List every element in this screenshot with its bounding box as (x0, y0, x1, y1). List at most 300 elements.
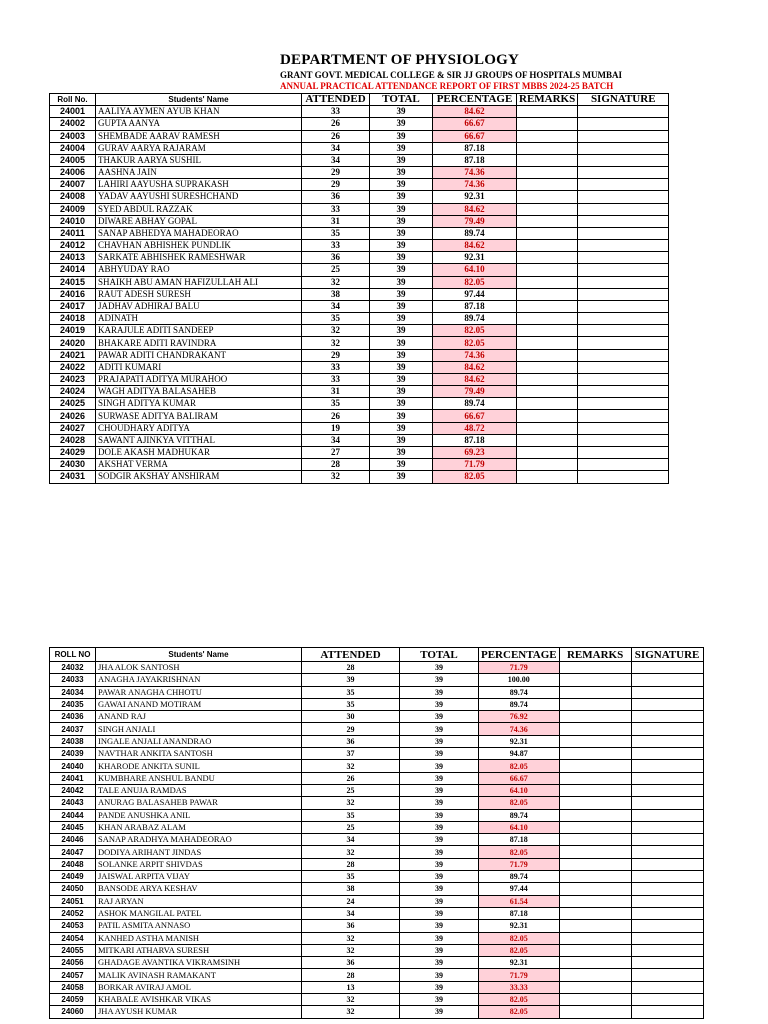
signature-cell (578, 386, 669, 398)
signature-cell (578, 288, 669, 300)
signature-cell (631, 711, 703, 723)
student-name-cell: GHADAGE AVANTIKA VIKRAMSINH (96, 957, 302, 969)
student-name-cell: KHARODE ANKITA SUNIL (96, 760, 302, 772)
roll-no-cell: 24022 (50, 361, 96, 373)
roll-no-cell: 24031 (50, 471, 96, 483)
remarks-cell (517, 410, 578, 422)
roll-no-cell: 24015 (50, 276, 96, 288)
roll-no-cell: 24002 (50, 118, 96, 130)
total-cell: 39 (400, 735, 479, 747)
table-row (50, 142, 669, 154)
signature-cell (578, 179, 669, 191)
signature-cell (631, 895, 703, 907)
percentage-cell: 89.74 (433, 313, 517, 325)
student-name-cell: SODGIR AKSHAY ANSHIRAM (96, 471, 302, 483)
student-name-cell: BANSODE ARYA KESHAV (96, 883, 302, 895)
roll-no-cell: 24039 (50, 748, 96, 760)
table-row (50, 674, 704, 686)
percentage-cell: 100.00 (479, 674, 560, 686)
table-row (50, 895, 704, 907)
percentage-cell: 97.44 (433, 288, 517, 300)
remarks-cell (559, 1006, 631, 1018)
attendance-table-1 (49, 93, 669, 484)
college-name: GRANT GOVT. MEDICAL COLLEGE & SIR JJ GROUPS OF HOSPITALS MUMBAI (280, 70, 622, 80)
table-header-row (50, 648, 704, 662)
percentage-cell: 89.74 (479, 809, 560, 821)
total-cell: 39 (400, 698, 479, 710)
remarks-cell (517, 325, 578, 337)
total-cell: 39 (370, 142, 433, 154)
table-2-body (50, 662, 704, 1019)
roll-no-cell: 24060 (50, 1006, 96, 1018)
total-cell: 39 (400, 907, 479, 919)
total-cell: 39 (400, 994, 479, 1006)
student-name-cell: GURAV AARYA RAJARAM (96, 142, 302, 154)
attended-cell: 37 (302, 748, 400, 760)
signature-cell (578, 337, 669, 349)
roll-no-cell: 24046 (50, 834, 96, 846)
remarks-cell (517, 459, 578, 471)
attended-cell: 32 (302, 760, 400, 772)
table-row (50, 809, 704, 821)
student-name-cell: WAGH ADITYA BALASAHEB (96, 386, 302, 398)
student-name-cell: ADINATH (96, 313, 302, 325)
total-cell: 39 (400, 920, 479, 932)
signature-cell (578, 398, 669, 410)
attended-cell: 36 (302, 920, 400, 932)
attended-cell: 31 (302, 215, 370, 227)
signature-cell (578, 106, 669, 118)
col-header-total: TOTAL (400, 648, 479, 662)
col-header-signature: SIGNATURE (578, 94, 669, 106)
remarks-cell (517, 227, 578, 239)
roll-no-cell: 24034 (50, 686, 96, 698)
remarks-cell (559, 821, 631, 833)
student-name-cell: CHOUDHARY ADITYA (96, 422, 302, 434)
roll-no-cell: 24051 (50, 895, 96, 907)
student-name-cell: KARAJULE ADITI SANDEEP (96, 325, 302, 337)
attended-cell: 28 (302, 969, 400, 981)
remarks-cell (559, 711, 631, 723)
student-name-cell: RAJ ARYAN (96, 895, 302, 907)
total-cell: 39 (400, 944, 479, 956)
remarks-cell (517, 203, 578, 215)
total-cell: 39 (370, 349, 433, 361)
student-name-cell: ANAND RAJ (96, 711, 302, 723)
attended-cell: 35 (302, 871, 400, 883)
roll-no-cell: 24026 (50, 410, 96, 422)
roll-no-cell: 24045 (50, 821, 96, 833)
signature-cell (631, 969, 703, 981)
total-cell: 39 (370, 459, 433, 471)
percentage-cell: 71.79 (433, 459, 517, 471)
percentage-cell: 84.62 (433, 203, 517, 215)
table-row (50, 471, 669, 483)
signature-cell (578, 373, 669, 385)
percentage-cell: 61.54 (479, 895, 560, 907)
attended-cell: 28 (302, 662, 400, 674)
student-name-cell: GUPTA AANYA (96, 118, 302, 130)
remarks-cell (517, 398, 578, 410)
total-cell: 39 (400, 784, 479, 796)
remarks-cell (559, 846, 631, 858)
roll-no-cell: 24053 (50, 920, 96, 932)
percentage-cell: 92.31 (479, 920, 560, 932)
student-name-cell: PATIL ASMITA ANNASO (96, 920, 302, 932)
percentage-cell: 64.10 (433, 264, 517, 276)
percentage-cell: 84.62 (433, 240, 517, 252)
student-name-cell: AASHNA JAIN (96, 167, 302, 179)
attended-cell: 32 (302, 471, 370, 483)
table-row (50, 698, 704, 710)
signature-cell (631, 821, 703, 833)
percentage-cell: 82.05 (479, 846, 560, 858)
total-cell: 39 (400, 858, 479, 870)
table-row (50, 410, 669, 422)
col-header-attended: ATTENDED (302, 648, 400, 662)
remarks-cell (517, 240, 578, 252)
student-name-cell: ANAGHA JAYAKRISHNAN (96, 674, 302, 686)
table-row (50, 981, 704, 993)
remarks-cell (517, 337, 578, 349)
roll-no-cell: 24014 (50, 264, 96, 276)
signature-cell (631, 674, 703, 686)
student-name-cell: BORKAR AVIRAJ AMOL (96, 981, 302, 993)
attended-cell: 26 (302, 130, 370, 142)
roll-no-cell: 24020 (50, 337, 96, 349)
table-row (50, 760, 704, 772)
report-title: ANNUAL PRACTICAL ATTENDANCE REPORT OF FIRST MBBS 2024-25 BATCH (280, 81, 614, 91)
signature-cell (578, 167, 669, 179)
percentage-cell: 82.05 (479, 944, 560, 956)
attended-cell: 25 (302, 784, 400, 796)
student-name-cell: SARKATE ABHISHEK RAMESHWAR (96, 252, 302, 264)
percentage-cell: 48.72 (433, 422, 517, 434)
student-name-cell: CHAVHAN ABHISHEK PUNDLIK (96, 240, 302, 252)
student-name-cell: SANAP ABHEDYA MAHADEORAO (96, 227, 302, 239)
percentage-cell: 97.44 (479, 883, 560, 895)
percentage-cell: 69.23 (433, 446, 517, 458)
attended-cell: 25 (302, 821, 400, 833)
total-cell: 39 (370, 264, 433, 276)
signature-cell (631, 784, 703, 796)
total-cell: 39 (370, 191, 433, 203)
attended-cell: 29 (302, 723, 400, 735)
attended-cell: 32 (302, 1006, 400, 1018)
roll-no-cell: 24018 (50, 313, 96, 325)
student-name-cell: ADITI KUMARI (96, 361, 302, 373)
roll-no-cell: 24033 (50, 674, 96, 686)
remarks-cell (559, 969, 631, 981)
percentage-cell: 87.18 (433, 300, 517, 312)
attended-cell: 35 (302, 686, 400, 698)
percentage-cell: 66.67 (433, 410, 517, 422)
roll-no-cell: 24007 (50, 179, 96, 191)
table-row (50, 711, 704, 723)
student-name-cell: PAWAR ANAGHA CHHOTU (96, 686, 302, 698)
total-cell: 39 (370, 446, 433, 458)
roll-no-cell: 24001 (50, 106, 96, 118)
remarks-cell (559, 698, 631, 710)
roll-no-cell: 24059 (50, 994, 96, 1006)
total-cell: 39 (400, 1006, 479, 1018)
roll-no-cell: 24024 (50, 386, 96, 398)
roll-no-cell: 24021 (50, 349, 96, 361)
remarks-cell (559, 883, 631, 895)
roll-no-cell: 24044 (50, 809, 96, 821)
student-name-cell: INGALE ANJALI ANANDRAO (96, 735, 302, 747)
roll-no-cell: 24006 (50, 167, 96, 179)
attended-cell: 19 (302, 422, 370, 434)
roll-no-cell: 24049 (50, 871, 96, 883)
total-cell: 39 (370, 434, 433, 446)
percentage-cell: 92.31 (479, 957, 560, 969)
student-name-cell: THAKUR AARYA SUSHIL (96, 154, 302, 166)
total-cell: 39 (370, 118, 433, 130)
total-cell: 39 (400, 662, 479, 674)
roll-no-cell: 24040 (50, 760, 96, 772)
remarks-cell (559, 932, 631, 944)
total-cell: 39 (370, 276, 433, 288)
signature-cell (631, 981, 703, 993)
attended-cell: 34 (302, 300, 370, 312)
signature-cell (578, 215, 669, 227)
attended-cell: 27 (302, 446, 370, 458)
signature-cell (631, 907, 703, 919)
roll-no-cell: 24058 (50, 981, 96, 993)
table-header-row (50, 94, 669, 106)
remarks-cell (559, 957, 631, 969)
percentage-cell: 74.36 (433, 349, 517, 361)
total-cell: 39 (370, 252, 433, 264)
signature-cell (578, 227, 669, 239)
total-cell: 39 (400, 957, 479, 969)
table-row (50, 772, 704, 784)
student-name-cell: AKSHAT VERMA (96, 459, 302, 471)
student-name-cell: KHABALE AVISHKAR VIKAS (96, 994, 302, 1006)
percentage-cell: 89.74 (433, 227, 517, 239)
roll-no-cell: 24029 (50, 446, 96, 458)
attended-cell: 33 (302, 361, 370, 373)
student-name-cell: JAISWAL ARPITA VIJAY (96, 871, 302, 883)
total-cell: 39 (370, 203, 433, 215)
col-header-total: TOTAL (370, 94, 433, 106)
table-row (50, 686, 704, 698)
signature-cell (578, 313, 669, 325)
roll-no-cell: 24005 (50, 154, 96, 166)
attended-cell: 35 (302, 809, 400, 821)
col-header-remarks: REMARKS (559, 648, 631, 662)
remarks-cell (517, 446, 578, 458)
col-header-name: Students' Name (96, 94, 302, 106)
table-row (50, 203, 669, 215)
signature-cell (578, 434, 669, 446)
remarks-cell (517, 434, 578, 446)
total-cell: 39 (370, 167, 433, 179)
remarks-cell (517, 422, 578, 434)
remarks-cell (517, 167, 578, 179)
student-name-cell: SAWANT AJINKYA VITTHAL (96, 434, 302, 446)
attended-cell: 33 (302, 240, 370, 252)
percentage-cell: 82.05 (479, 797, 560, 809)
attended-cell: 34 (302, 154, 370, 166)
total-cell: 39 (370, 471, 433, 483)
roll-no-cell: 24041 (50, 772, 96, 784)
roll-no-cell: 24042 (50, 784, 96, 796)
percentage-cell: 87.18 (479, 834, 560, 846)
total-cell: 39 (370, 215, 433, 227)
table-row (50, 252, 669, 264)
table-row (50, 130, 669, 142)
signature-cell (631, 809, 703, 821)
total-cell: 39 (400, 748, 479, 760)
total-cell: 39 (370, 337, 433, 349)
attended-cell: 26 (302, 118, 370, 130)
total-cell: 39 (370, 325, 433, 337)
attended-cell: 32 (302, 994, 400, 1006)
student-name-cell: KUMBHARE ANSHUL BANDU (96, 772, 302, 784)
remarks-cell (517, 288, 578, 300)
student-name-cell: ANURAG BALASAHEB PAWAR (96, 797, 302, 809)
percentage-cell: 82.05 (479, 932, 560, 944)
signature-cell (578, 154, 669, 166)
percentage-cell: 74.36 (479, 723, 560, 735)
roll-no-cell: 24017 (50, 300, 96, 312)
student-name-cell: PRAJAPATI ADITYA MURAHOO (96, 373, 302, 385)
table-row (50, 373, 669, 385)
roll-no-cell: 24023 (50, 373, 96, 385)
signature-cell (578, 191, 669, 203)
remarks-cell (559, 735, 631, 747)
attended-cell: 39 (302, 674, 400, 686)
total-cell: 39 (370, 422, 433, 434)
table-row (50, 154, 669, 166)
total-cell: 39 (370, 373, 433, 385)
remarks-cell (517, 118, 578, 130)
table-row (50, 834, 704, 846)
signature-cell (578, 203, 669, 215)
roll-no-cell: 24010 (50, 215, 96, 227)
remarks-cell (559, 797, 631, 809)
percentage-cell: 33.33 (479, 981, 560, 993)
table-row (50, 735, 704, 747)
table-row (50, 361, 669, 373)
roll-no-cell: 24009 (50, 203, 96, 215)
table-row (50, 386, 669, 398)
table-row (50, 459, 669, 471)
remarks-cell (517, 106, 578, 118)
total-cell: 39 (400, 723, 479, 735)
signature-cell (631, 662, 703, 674)
remarks-cell (559, 907, 631, 919)
percentage-cell: 82.05 (479, 994, 560, 1006)
remarks-cell (517, 361, 578, 373)
remarks-cell (517, 264, 578, 276)
attended-cell: 29 (302, 167, 370, 179)
total-cell: 39 (370, 154, 433, 166)
remarks-cell (517, 154, 578, 166)
total-cell: 39 (400, 981, 479, 993)
signature-cell (578, 264, 669, 276)
student-name-cell: YADAV AAYUSHI SURESHCHAND (96, 191, 302, 203)
attended-cell: 36 (302, 252, 370, 264)
attended-cell: 35 (302, 227, 370, 239)
table-row (50, 118, 669, 130)
total-cell: 39 (400, 932, 479, 944)
col-header-percentage: PERCENTAGE (479, 648, 560, 662)
roll-no-cell: 24035 (50, 698, 96, 710)
student-name-cell: SANAP ARADHYA MAHADEORAO (96, 834, 302, 846)
table-row (50, 662, 704, 674)
percentage-cell: 79.49 (433, 215, 517, 227)
signature-cell (578, 446, 669, 458)
attended-cell: 34 (302, 434, 370, 446)
attended-cell: 32 (302, 846, 400, 858)
total-cell: 39 (400, 797, 479, 809)
table-row (50, 821, 704, 833)
signature-cell (631, 686, 703, 698)
remarks-cell (517, 215, 578, 227)
student-name-cell: SYED ABDUL RAZZAK (96, 203, 302, 215)
percentage-cell: 89.74 (479, 871, 560, 883)
total-cell: 39 (370, 106, 433, 118)
col-header-roll: ROLL NO (50, 648, 96, 662)
attended-cell: 36 (302, 957, 400, 969)
attended-cell: 26 (302, 410, 370, 422)
total-cell: 39 (370, 386, 433, 398)
roll-no-cell: 24038 (50, 735, 96, 747)
roll-no-cell: 24047 (50, 846, 96, 858)
total-cell: 39 (400, 871, 479, 883)
signature-cell (578, 422, 669, 434)
table-row (50, 883, 704, 895)
table-row (50, 957, 704, 969)
table-row (50, 434, 669, 446)
student-name-cell: RAUT ADESH SURESH (96, 288, 302, 300)
student-name-cell: JHA AYUSH KUMAR (96, 1006, 302, 1018)
table-row (50, 871, 704, 883)
total-cell: 39 (370, 240, 433, 252)
student-name-cell: BHAKARE ADITI RAVINDRA (96, 337, 302, 349)
remarks-cell (517, 373, 578, 385)
total-cell: 39 (400, 821, 479, 833)
attended-cell: 32 (302, 337, 370, 349)
signature-cell (631, 797, 703, 809)
table-row (50, 932, 704, 944)
col-header-remarks: REMARKS (517, 94, 578, 106)
signature-cell (631, 858, 703, 870)
attended-cell: 33 (302, 373, 370, 385)
table-row (50, 276, 669, 288)
student-name-cell: ABHYUDAY RAO (96, 264, 302, 276)
percentage-cell: 92.31 (433, 252, 517, 264)
percentage-cell: 84.62 (433, 361, 517, 373)
signature-cell (631, 735, 703, 747)
total-cell: 39 (370, 300, 433, 312)
attended-cell: 30 (302, 711, 400, 723)
remarks-cell (517, 471, 578, 483)
percentage-cell: 89.74 (433, 398, 517, 410)
signature-cell (578, 118, 669, 130)
attended-cell: 13 (302, 981, 400, 993)
percentage-cell: 66.67 (479, 772, 560, 784)
attended-cell: 34 (302, 834, 400, 846)
roll-no-cell: 24037 (50, 723, 96, 735)
total-cell: 39 (400, 969, 479, 981)
signature-cell (631, 846, 703, 858)
remarks-cell (517, 191, 578, 203)
table-row (50, 907, 704, 919)
